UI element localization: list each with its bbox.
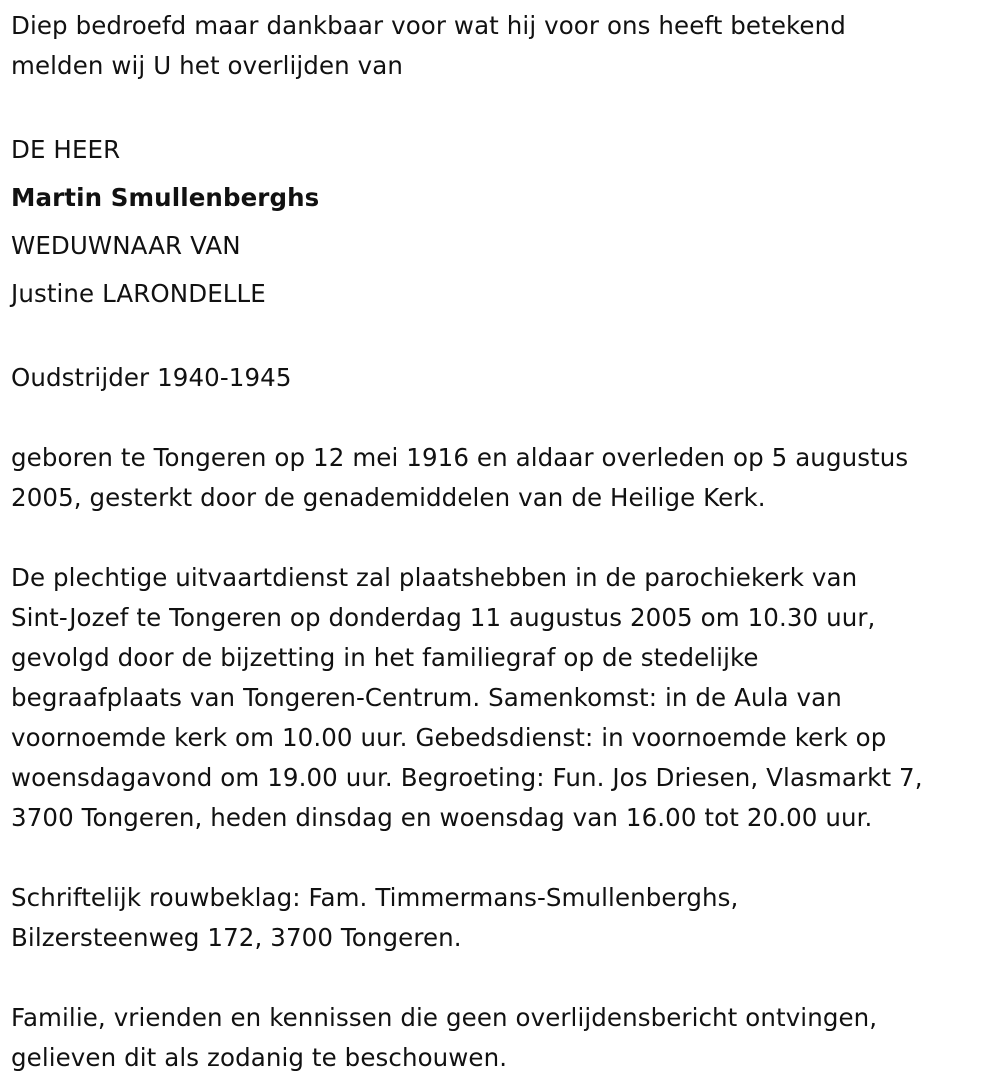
birth-death-line: geboren te Tongeren op 12 mei 1916 en aldaar overleden op 5 augustus [11, 443, 909, 472]
intro-paragraph [11, 6, 991, 86]
deceased-name: Martin Smullenberghs [11, 183, 320, 212]
deceased-block [11, 126, 991, 318]
blank-line [11, 318, 991, 358]
blank-line [11, 838, 991, 878]
closing-line: Familie, vrienden en kennissen die geen overlijdensbericht ontvingen, [11, 1003, 878, 1032]
intro-line: melden wij U het overlijden van [11, 51, 403, 80]
closing-line: gelieven dit als zodanig te beschouwen. [11, 1043, 508, 1072]
birth-death-paragraph [11, 438, 991, 518]
blank-line [11, 518, 991, 558]
funeral-line: De plechtige uitvaartdienst zal plaatshebben in de parochiekerk van [11, 563, 858, 592]
condolences-line: Bilzersteenweg 172, 3700 Tongeren. [11, 923, 462, 952]
deceased-relation: WEDUWNAAR VAN [11, 231, 241, 260]
funeral-paragraph [11, 558, 991, 838]
funeral-line: begraafplaats van Tongeren-Centrum. Samenkomst: in de Aula van [11, 683, 842, 712]
closing-paragraph [11, 998, 991, 1078]
funeral-line: gevolgd door de bijzetting in het familiegraf op de stedelijke [11, 643, 759, 672]
spouse-name: Justine LARONDELLE [11, 279, 266, 308]
blank-line [11, 958, 991, 998]
condolences-paragraph [11, 878, 991, 958]
veteran-line: Oudstrijder 1940-1945 [11, 363, 292, 392]
funeral-line: 3700 Tongeren, heden dinsdag en woensdag van 16.00 tot 20.00 uur. [11, 803, 873, 832]
deceased-title: DE HEER [11, 135, 121, 164]
funeral-line: voornoemde kerk om 10.00 uur. Gebedsdienst: in voornoemde kerk op [11, 723, 887, 752]
condolences-line: Schriftelijk rouwbeklag: Fam. Timmermans-Smullenberghs, [11, 883, 739, 912]
funeral-line: woensdagavond om 19.00 uur. Begroeting: Fun. Jos Driesen, Vlasmarkt 7, [11, 763, 923, 792]
obituary-notice [11, 6, 991, 1078]
intro-line: Diep bedroefd maar dankbaar voor wat hij voor ons heeft betekend [11, 11, 846, 40]
blank-line [11, 86, 991, 126]
birth-death-line: 2005, gesterkt door de genademiddelen van de Heilige Kerk. [11, 483, 766, 512]
blank-line [11, 398, 991, 438]
funeral-line: Sint-Jozef te Tongeren op donderdag 11 augustus 2005 om 10.30 uur, [11, 603, 876, 632]
